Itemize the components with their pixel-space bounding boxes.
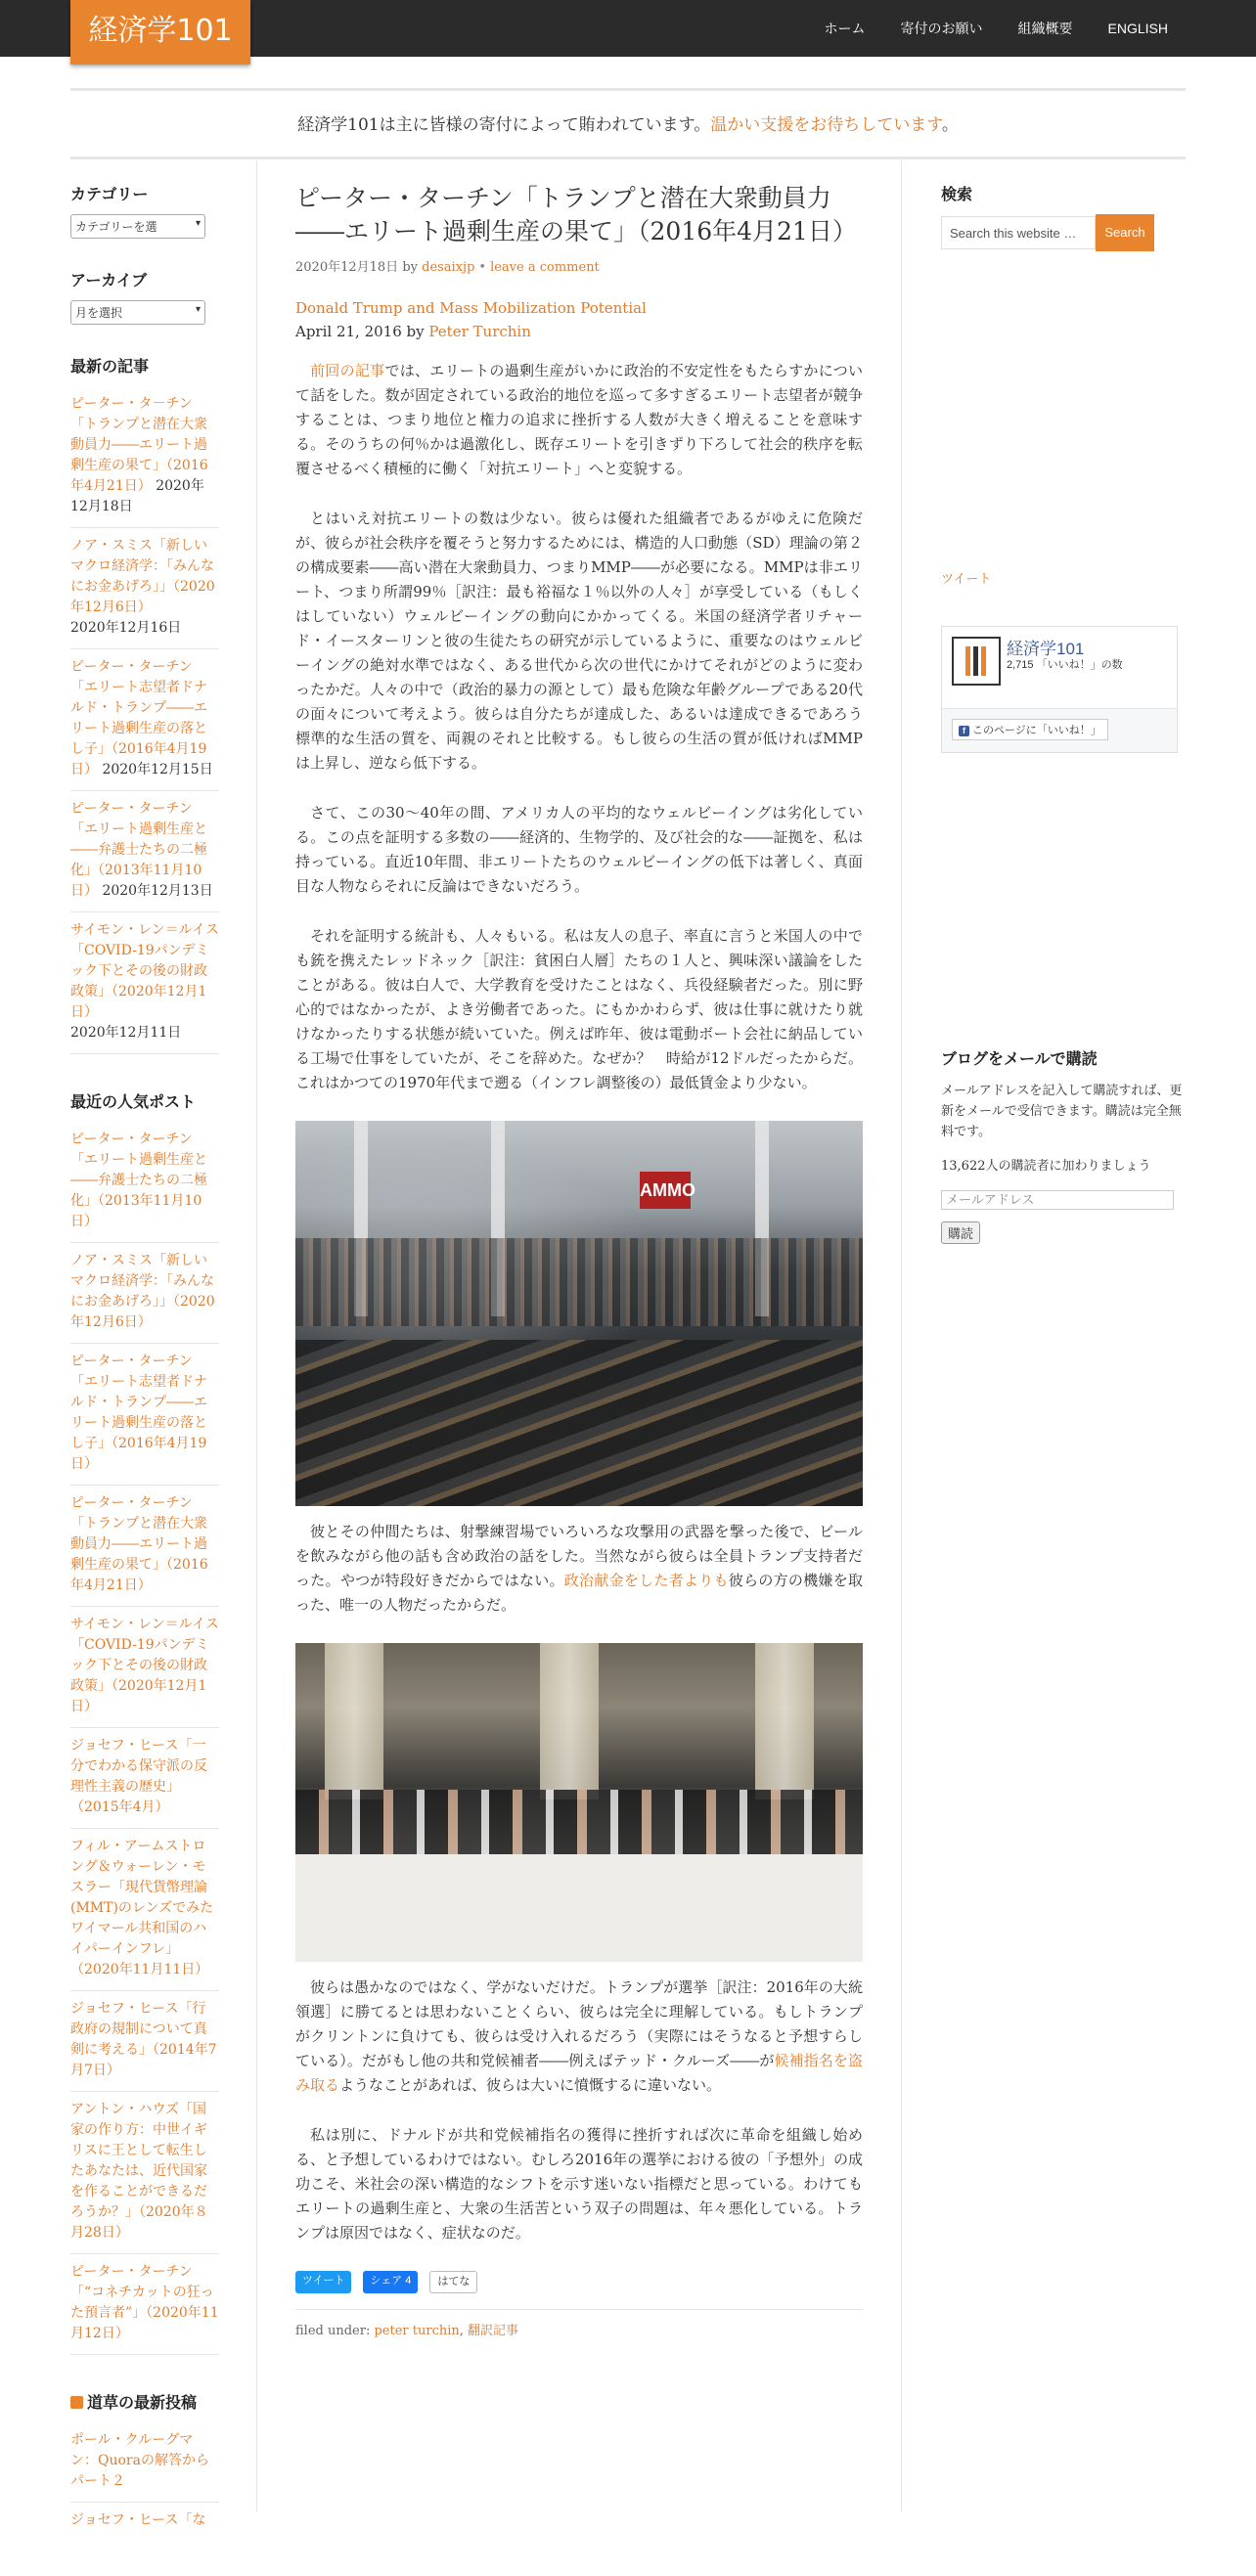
facebook-like-button[interactable]: [952, 719, 1108, 740]
facebook-icon: f: [959, 726, 969, 736]
site-logo[interactable]: 経済学101: [70, 0, 250, 65]
popular-post-link[interactable]: ピーター・ターチン「エリート過剰生産と――弁護士たちの二極化」（2013年11月10日）: [70, 1132, 207, 1229]
chevron-down-icon: ▾: [195, 304, 201, 315]
column-divider: [256, 160, 257, 2511]
nav-about[interactable]: 組織概要: [1017, 21, 1073, 36]
popular-post-link[interactable]: サイモン・レン＝ルイス「COVID-19パンデミック下とその後の財政政策」（2020年12月1日）: [70, 1617, 219, 1714]
paragraph-text: 彼らの方の機嫌を取った、唯一の人物だったからだ。: [295, 1572, 863, 1614]
post-date: 2020年12月11日: [70, 1025, 182, 1041]
banner-text: 経済学101は主に皆様の寄付によって賄われています。: [297, 115, 711, 135]
list-item: [70, 2422, 219, 2503]
recent-posts-title: 最新の記事: [70, 357, 150, 376]
ammo-sign: AMMO: [640, 1172, 691, 1209]
subscribe-title: ブログをメールで購読: [941, 1049, 1098, 1068]
paragraph-text: では、エリートの過剰生産がいかに政治的不安定性をもたらすかについて話をした。数が固定されている政治的地位を巡って多すぎるエリート志望者が競争することは、つまり地位と権力の追求に挫折する人数が大きく増えることを意味する。そのうちの何％かは過激化し、既存エリートを引きずり下ろして社会的秩序を転覆させるべく積極的に働く「対抗エリート」へと変貌する。: [295, 362, 863, 477]
gun-show-photo: [295, 1121, 863, 1506]
widget-footer: [942, 708, 1177, 752]
list-item: [70, 791, 219, 912]
popular-post-link[interactable]: ジョセフ・ヒース「一分でわかる保守派の反理性主義の歴史」（2015年4月）: [70, 1738, 207, 1815]
paragraph-text: 彼とその仲間たちは、射撃練習場でいろいろな攻撃用の武器を撃った後で、ビールを飲みながら他の話も含め政治の話をした。当然ながら彼らは全員トランプ支持者だった。やつが特段好きだからではない。: [295, 1523, 863, 1589]
list-item: [70, 386, 219, 528]
chevron-down-icon: ▾: [195, 218, 201, 229]
previous-article-link[interactable]: 前回の記事: [310, 362, 385, 379]
list-item: [70, 528, 219, 649]
archive-title: アーカイブ: [70, 271, 148, 289]
list-item: [70, 1122, 219, 1243]
tag-link[interactable]: peter turchin: [374, 2324, 460, 2338]
rss-post-link[interactable]: ポール・クルーグマン：Quoraの解答からパート２: [70, 2432, 209, 2489]
nav-donate[interactable]: 寄付のお願い: [900, 21, 983, 36]
paragraph-text: ようなことがあれば、彼らは大いに憤慨するに違いない。: [339, 2076, 722, 2094]
donation-banner: [70, 98, 1186, 153]
post-date: 2020年12月15日: [102, 762, 213, 777]
nav-english[interactable]: ENGLISH: [1107, 21, 1168, 36]
divider: [70, 156, 1186, 159]
facebook-page-name[interactable]: 経済学101: [1007, 640, 1085, 658]
popular-posts-list: [70, 1122, 219, 2355]
list-item: [70, 1486, 219, 1607]
list-item: [70, 1243, 219, 1344]
by-label: by: [402, 260, 418, 275]
list-item: [70, 2254, 219, 2355]
rss-post-link[interactable]: ジョセフ・ヒース「な: [70, 2512, 206, 2528]
rss-icon: [70, 2396, 83, 2409]
post-tags: filed under: peter turchin, 翻訳記事: [295, 2309, 863, 2338]
nav-home[interactable]: ホーム: [824, 21, 866, 36]
list-item: [70, 2092, 219, 2254]
inline-link[interactable]: 候補指名を盗み取る: [295, 2052, 863, 2094]
comment-link[interactable]: leave a comment: [490, 260, 600, 275]
recent-post-link[interactable]: ノア・スミス「新しいマクロ経済学：「みんなにお金あげろ」」（2020年12月6日）: [70, 538, 215, 615]
page-title: ピーター・ターチン「トランプと潜在大衆動員力――エリート過剰生産の果て」（2016年4月21日）: [295, 184, 857, 245]
photo-detail: [325, 1643, 383, 1799]
photo-detail: [540, 1643, 599, 1799]
top-bar: [0, 0, 1256, 57]
source-author-link[interactable]: Peter Turchin: [428, 323, 531, 340]
search-input[interactable]: Search this website …: [941, 216, 1096, 249]
facebook-page-widget: [941, 626, 1178, 753]
category-title: カテゴリー: [70, 185, 149, 203]
paragraph: さて、この30～40年の間、アメリカ人の平均的なウェルビーイングは劣化している。この点を証明する多数の――経済的、生物学的、及び社会的な――証拠を、私は持っている。直近10年間、非エリートたちのウェルビーイングの低下は著しく、真面目な人物ならそれに反論はできないだろう。: [295, 804, 863, 895]
subscribe-button[interactable]: 購読: [941, 1221, 980, 1244]
page-avatar[interactable]: [952, 637, 1001, 686]
paragraph: 私は別に、ドナルドが共和党候補指名の獲得に挫折すれば次に革命を組織し始める、と予想しているわけではない。むしろ2016年の選挙における彼の「予想外」の成功こそ、米社会の深い構造的なシフトを示す迷いない指標だと思っている。わけてもエリートの過剰生産と、大衆の生活苦という双子の問題は、年々悪化している。トランプは原因ではなく、症状なのだ。: [295, 2126, 863, 2242]
popular-post-link[interactable]: フィル・アームストロング＆ウォーレン・モスラー「現代貨幣理論(MMT)のレンズでみたワイマール共和国のハイパーインフレ」（2020年11月11日）: [70, 1839, 214, 1977]
archive-select[interactable]: [70, 300, 205, 325]
list-item: [70, 649, 219, 791]
popular-posts-title: 最近の人気ポスト: [70, 1092, 197, 1111]
popular-post-link[interactable]: ジョセフ・ヒース「行政府の規制について真剣に考える」（2014年7月7日）: [70, 2001, 217, 2078]
list-item: [70, 2503, 219, 2541]
main-nav: [807, 0, 1186, 57]
rss-title: 道草の最新投稿: [87, 2393, 198, 2412]
list-item: [70, 912, 219, 1054]
paragraph: とはいえ対抗エリートの数は少ない。彼らは優れた組織者であるがゆえに危険だが、彼らが社会秩序を覆そうと努力するためには、構造的人口動態（SD）理論の第２の構成要素――高い潜在大衆動員力、つまりMMP――が必要になる。MMPは非エリート、つまり所謂99％［訳注：最も裕福な１％以外の人々］が享受している（もしくはしていない）ウェルビーイングの動向にかかってくる。米国の経済学者リチャード・イースターリンと彼の生徒たちの研究が示しているように、重要なのはウェルビーイングの絶対水準ではなく、ある世代から次の世代にかけてそれがどのように変わったかだ。人々の中で（政治的暴力の源として）最も危険な年齢グループである20代の面々について考えよう。彼らは自分たちが達成した、あるいは達成できるであろう標準的な生活の質を、両親のそれと比較する。もし彼らの生活の質が低ければMMPは上昇し、逆なら低下する。: [295, 510, 863, 772]
paragraph-text: 彼らは愚かなのではなく、学がないだけだ。トランプが選挙［訳注：2016年の大統領選］に勝てるとは思わないことくらい、彼らは完全に理解している。もしトランプがクリントンに負けても、彼らは受け入れるだろう（実際にはそうなると予想すらしている）。だがもし他の共和党候補者――例えばテッド・クルーズ――が: [295, 1978, 863, 2069]
list-item: [70, 1607, 219, 1728]
right-sidebar: [941, 182, 1186, 1244]
search-title: 検索: [941, 185, 973, 203]
paragraph: [295, 1976, 863, 2098]
tweet-button[interactable]: ツイート: [295, 2271, 351, 2293]
article: [295, 182, 863, 2338]
post-meta: [295, 256, 863, 275]
list-item: [70, 1829, 219, 1991]
facebook-share-button[interactable]: シェア 4: [363, 2271, 418, 2293]
tag-link[interactable]: 翻訳記事: [468, 2324, 519, 2338]
list-item: [70, 1991, 219, 2092]
rss-list: [70, 2422, 219, 2541]
recent-post-link[interactable]: ピーター・ターチン「エリート志望者ドナルド・トランプ――エリート過剰生産の落とし子」（2016年4月19日）: [70, 659, 207, 777]
list-item: [70, 1344, 219, 1486]
filed-under-label: filed under:: [295, 2324, 371, 2338]
popular-post-link[interactable]: アントン・ハウズ「国家の作り方：中世イギリスに王として転生したあなたは、近代国家を作ることができるだろうか？」（2020年８月28日）: [70, 2102, 208, 2241]
paragraph: [295, 359, 863, 481]
photo-detail: [295, 1238, 863, 1326]
photo-detail: [295, 1854, 863, 1962]
post-date: 2020年12月18日: [295, 260, 399, 275]
search-button[interactable]: Search: [1096, 214, 1154, 251]
separator: •: [478, 260, 487, 275]
inline-link[interactable]: 政治献金をした者よりも: [563, 1572, 729, 1589]
banquet-photo: [295, 1643, 863, 1962]
email-field[interactable]: メールアドレス: [941, 1190, 1174, 1210]
popular-post-link[interactable]: ノア・スミス「新しいマクロ経済学：「みんなにお金あげろ」」（2020年12月6日）: [70, 1253, 215, 1330]
category-select[interactable]: [70, 214, 205, 239]
photo-detail: [755, 1643, 814, 1799]
banner-donate-link[interactable]: 温かい支援をお待ちしています: [710, 115, 942, 135]
post-date: 2020年12月18日: [70, 478, 204, 514]
source-date: April 21, 2016 by: [295, 323, 425, 340]
left-sidebar: [70, 182, 219, 2576]
share-bar: [295, 2271, 863, 2293]
column-divider: [901, 160, 902, 2511]
tweet-link[interactable]: ツイート: [941, 572, 992, 587]
like-count: 2,715 「いいね！」の数: [1007, 659, 1123, 671]
list-item: [70, 1728, 219, 1829]
photo-detail: [295, 1340, 863, 1506]
source-title-link[interactable]: Donald Trump and Mass Mobilization Potential: [295, 299, 647, 317]
recent-post-link[interactable]: サイモン・レン＝ルイス「COVID-19パンデミック下とその後の財政政策」（2020年12月1日）: [70, 922, 219, 1020]
recent-post-link[interactable]: ピーター・タ－チン「トランプと潜在大衆動員力――エリート過剰生産の果て」（2016年4月21日）: [70, 396, 208, 494]
subscriber-count: 13,622人の購読者に加わりましょう: [941, 1159, 1151, 1174]
source-info: [295, 296, 863, 343]
hatena-bookmark-button[interactable]: はてな: [429, 2271, 477, 2293]
popular-post-link[interactable]: ピーター・ターチン「エリート志望者ドナルド・トランプ――エリート過剰生産の落とし子」（2016年4月19日）: [70, 1354, 207, 1472]
like-label: このページに「いいね！」: [972, 725, 1101, 736]
category-select-value: カテゴリーを選: [75, 220, 157, 234]
post-date: 2020年12月16日: [70, 620, 182, 636]
banner-end: 。: [941, 115, 959, 135]
archive-select-value: 月を選択: [75, 306, 123, 320]
paragraph: [295, 1520, 863, 1618]
recent-post-link[interactable]: ピーター・ターチン「エリート過剰生産と――弁護士たちの二極化」（2013年11月10日）: [70, 801, 207, 899]
divider: [70, 88, 1186, 91]
author-link[interactable]: desaixjp: [422, 260, 475, 275]
paragraph: それを証明する統計も、人々もいる。私は友人の息子、率直に言うと米国人の中でも銃を携えたレッドネック［訳注：貧困白人層］たちの１人と、興味深い議論をしたことがある。彼は白人で、大学教育を受けたことはなく、兵役経験者だった。別に野心的ではなかったが、よき労働者であった。にもかかわらず、彼は仕事に就けたり就けなかったりする状態が続いていた。例えば昨年、彼は電動ボート会社に納品している工場で仕事をしていたが、そこを辞めた。なぜか？ 時給が12ドルだったからだ。これはかつての1970年代まで遡る（インフレ調整後の）最低賃金より少ない。: [295, 927, 863, 1091]
recent-posts-list: [70, 386, 219, 1054]
post-date: 2020年12月13日: [102, 883, 213, 899]
search-form: [941, 216, 1186, 251]
popular-post-link[interactable]: ピーター・ターチン「“コネチカットの狂った預言者”」（2020年11月12日）: [70, 2264, 219, 2341]
subscribe-text: メールアドレスを記入して購読すれば、更新をメールで受信できます。購読は完全無料です。: [941, 1084, 1183, 1139]
popular-post-link[interactable]: ピーター・ターチン「トランプと潜在大衆動員力――エリート過剰生産の果て」（2016年4月21日）: [70, 1495, 208, 1593]
